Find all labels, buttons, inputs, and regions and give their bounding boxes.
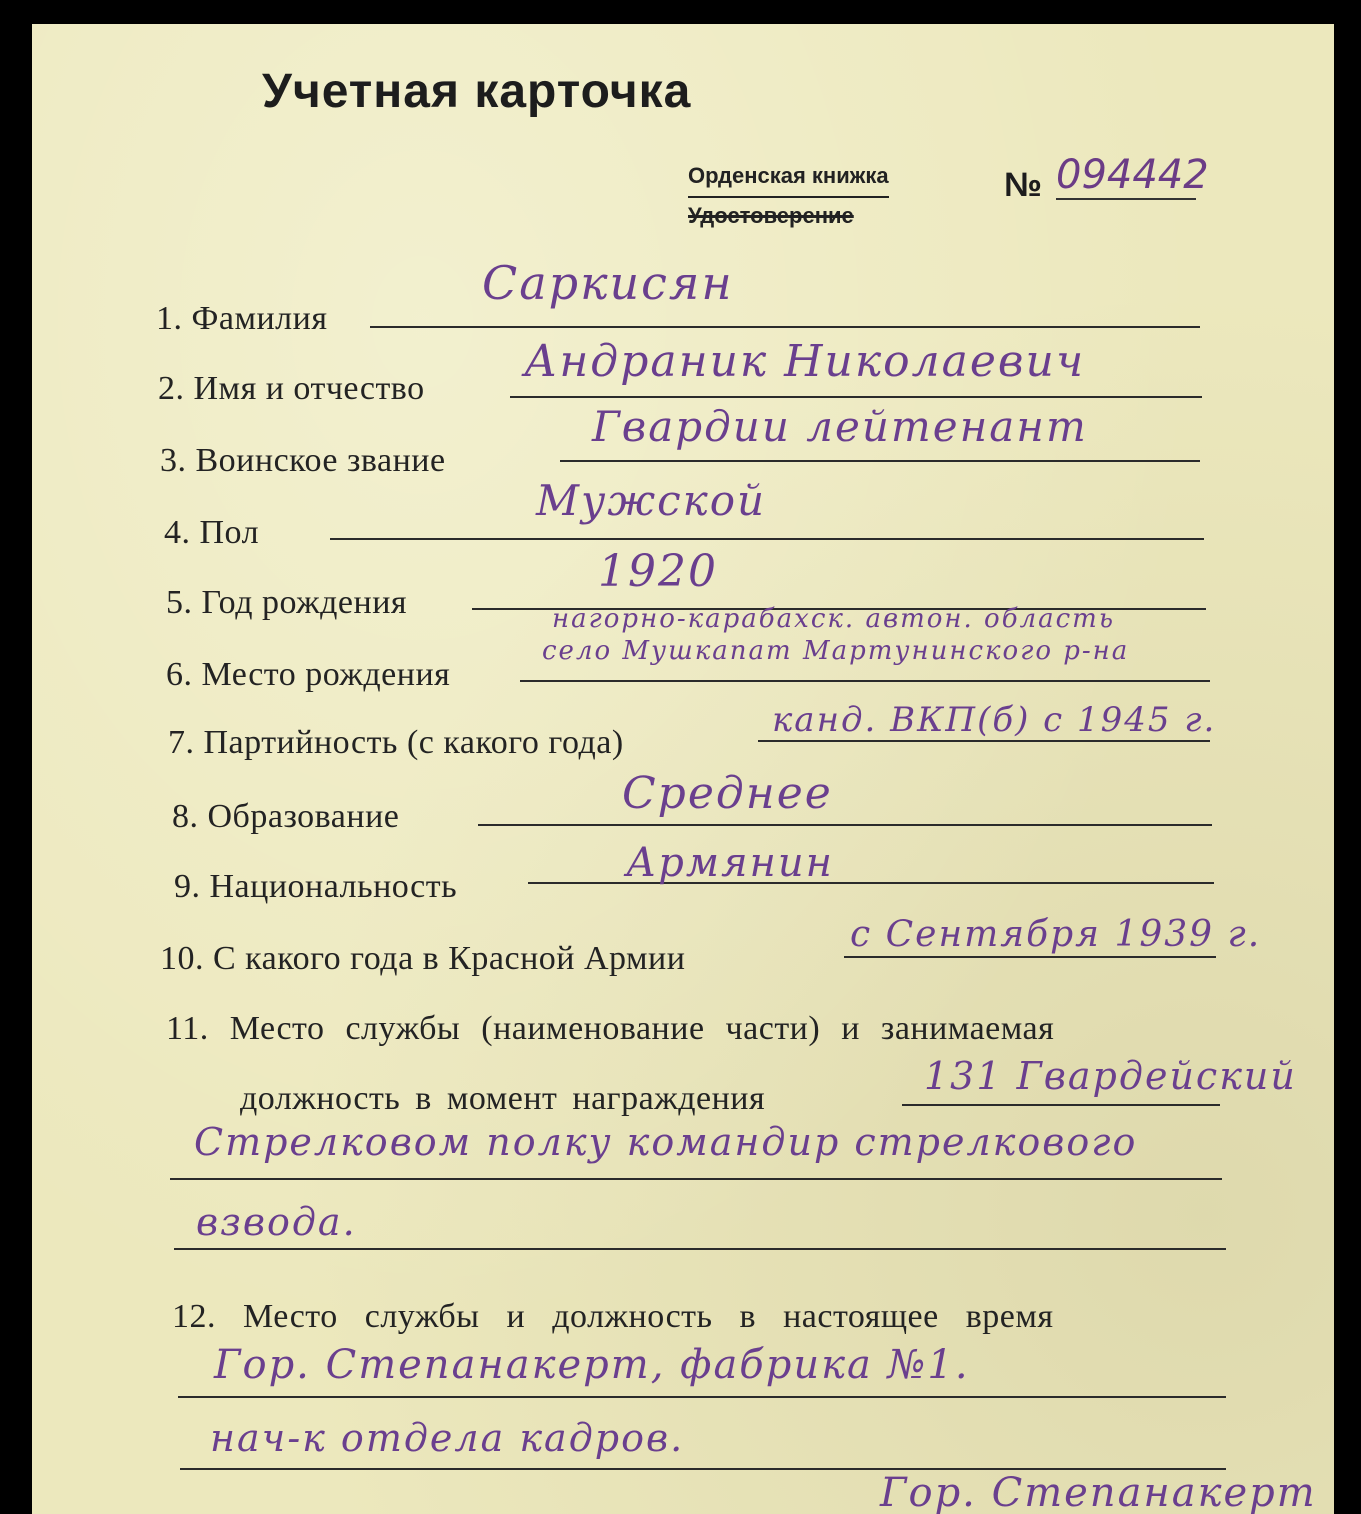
field-12-label: 12. Место службы и должность в настоящее время (172, 1298, 1054, 1335)
document-type-options (688, 158, 889, 234)
number-label: № (1004, 166, 1042, 204)
field-11-value-line-2: Стрелковом полку командир стрелкового (194, 1120, 1138, 1164)
field-6-label: 6. Место рождения (166, 656, 451, 693)
field-6-value-line-2: село Мушкапат Мартунинского р-на (542, 636, 1130, 666)
field-3-line (560, 460, 1200, 462)
field-8-label: 8. Образование (172, 798, 400, 835)
field-11-line-1 (902, 1104, 1220, 1106)
field-11-value-line-1: 131 Гвардейский (924, 1054, 1297, 1098)
field-11-label-line-2: должность в момент награждения (240, 1080, 766, 1117)
field-5-value: 1920 (598, 546, 718, 597)
field-9-value: Армянин (626, 840, 835, 886)
field-1-value: Саркисян (482, 256, 734, 310)
doc-type-certificate-struck: Удостоверение (688, 203, 854, 228)
field-2-label: 2. Имя и отчество (158, 370, 425, 407)
field-6-value-line-1: нагорно-карабахск. автон. область (552, 604, 1115, 634)
field-11-line-2 (170, 1178, 1222, 1180)
field-2-line (510, 396, 1202, 398)
field-3-value: Гвардии лейтенант (592, 402, 1088, 451)
doc-type-order-book: Орденская книжка (688, 158, 889, 198)
field-11-value-line-3: взвода. (196, 1200, 357, 1244)
field-6-line (520, 680, 1210, 682)
field-8-value: Среднее (622, 768, 833, 819)
field-8-line (478, 824, 1212, 826)
field-12-value-line-3: Гор. Степанакерт (880, 1470, 1317, 1514)
number-value: 094442 (1056, 152, 1209, 198)
field-7-line (758, 740, 1210, 742)
field-7-label: 7. Партийность (с какого года) (168, 724, 624, 761)
field-3-label: 3. Воинское звание (160, 442, 446, 479)
field-12-line-1 (178, 1396, 1226, 1398)
field-4-line (330, 538, 1204, 540)
field-10-label: 10. С какого года в Красной Армии (160, 940, 686, 977)
field-4-value: Мужской (536, 476, 767, 525)
field-4-label: 4. Пол (164, 514, 260, 551)
field-1-label: 1. Фамилия (156, 300, 328, 337)
field-11-label-line-1: 11. Место службы (наименование части) и занимаемая (166, 1010, 1055, 1047)
field-7-value: канд. ВКП(б) с 1945 г. (772, 700, 1217, 740)
field-11-line-3 (174, 1248, 1226, 1250)
field-5-label: 5. Год рождения (166, 584, 408, 621)
field-10-line (844, 956, 1216, 958)
field-2-value: Андраник Николаевич (524, 336, 1086, 387)
field-12-value-line-2: нач-к отдела кадров. (210, 1416, 685, 1460)
field-10-value: с Сентября 1939 г. (850, 914, 1262, 955)
field-9-label: 9. Национальность (174, 868, 458, 905)
record-card (32, 24, 1334, 1514)
card-title: Учетная карточка (262, 65, 692, 118)
field-12-value-line-1: Гор. Степанакерт, фабрика №1. (214, 1342, 970, 1388)
field-1-line (370, 326, 1200, 328)
